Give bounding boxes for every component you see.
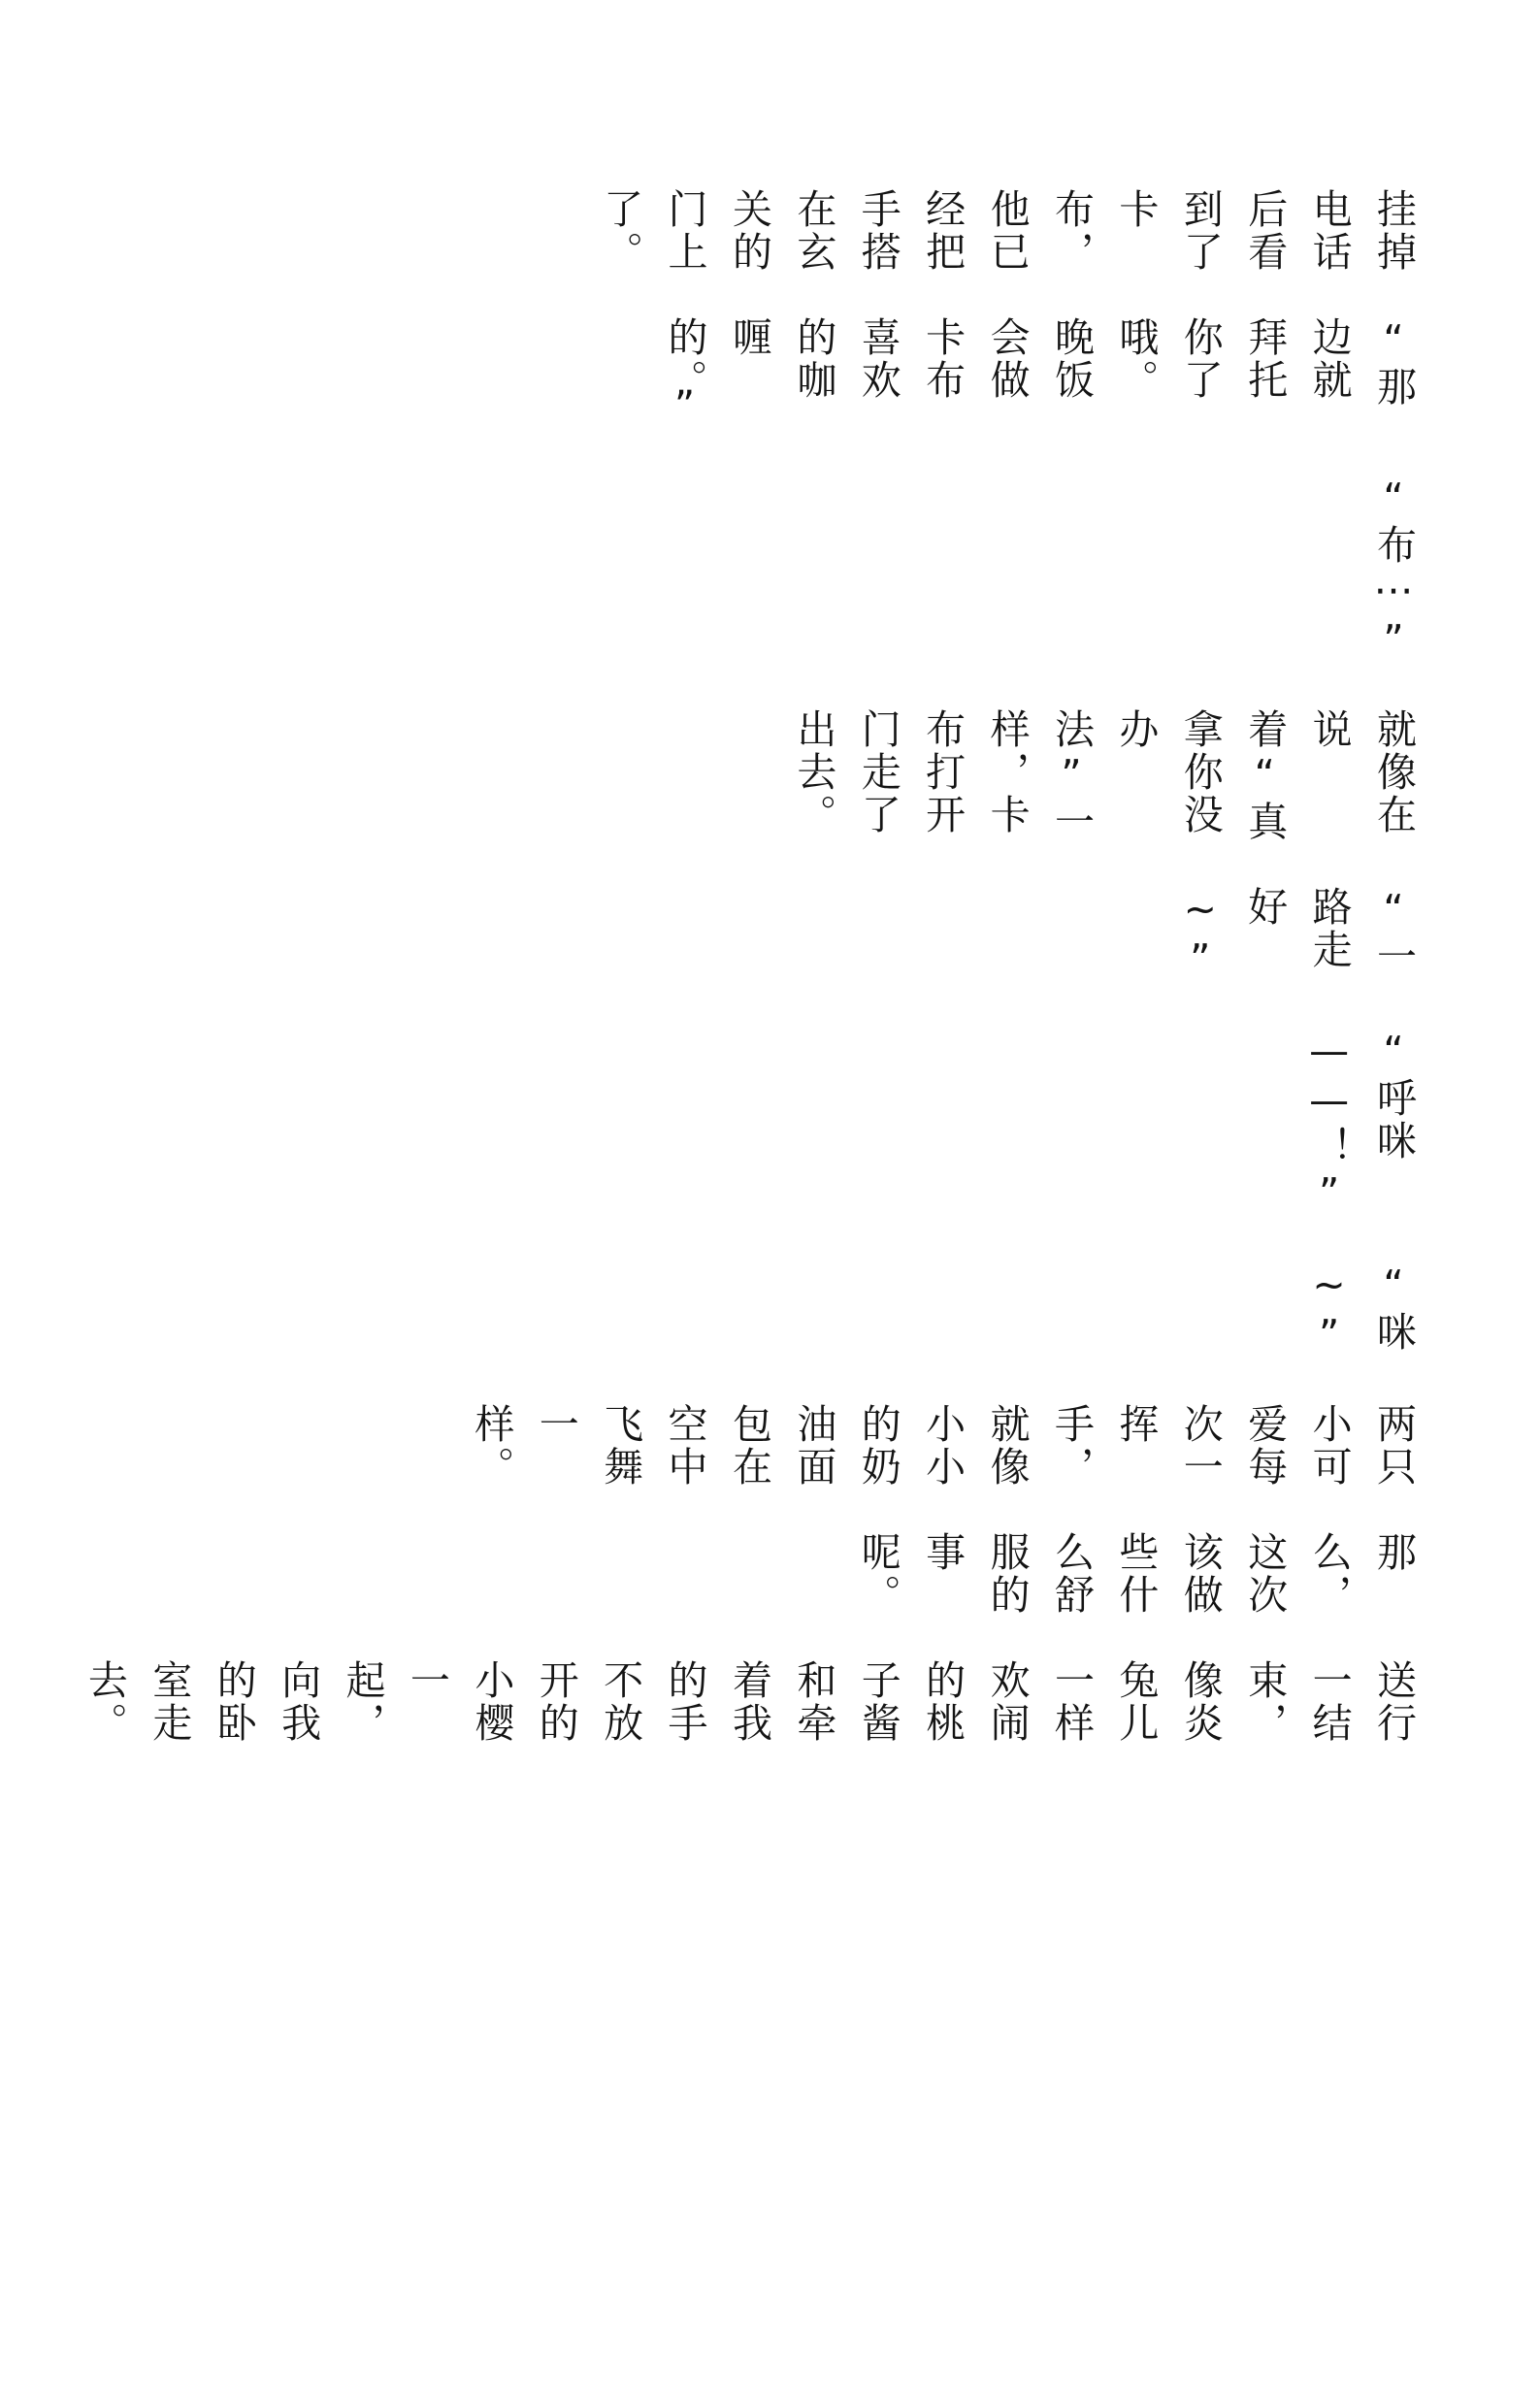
paragraph: “那边就拜托你了哦。 晚饭会做卡布喜欢的咖喱的。”: [661, 316, 1417, 432]
paragraph: “一路走好~”: [1176, 885, 1417, 985]
paragraph: 挂掉电话后看到了卡布，他已经把手搭在玄关的门上了。: [597, 188, 1417, 274]
vertical-text-body: [81, 146, 1425, 1745]
paragraph: “呼咪——！”: [1305, 1027, 1417, 1219]
paragraph: 送行一结束，像炎兔儿一样欢闹的桃子酱和牵着我的手不放开的小樱一起，向我的卧室走去。: [81, 1658, 1417, 1745]
paragraph: “咪~”: [1305, 1260, 1417, 1360]
paragraph: 两只小可爱每次一挥手，就像小小的奶油面包在空中飞舞一样。: [468, 1402, 1417, 1489]
paragraph: 就像在说着“真拿你没办法”一样，卡布打开门走了出去。: [790, 707, 1417, 843]
paragraph: 那么，这次该做些什么舒服的事呢。: [854, 1530, 1417, 1617]
paragraph: “布⋯”: [1370, 474, 1417, 666]
